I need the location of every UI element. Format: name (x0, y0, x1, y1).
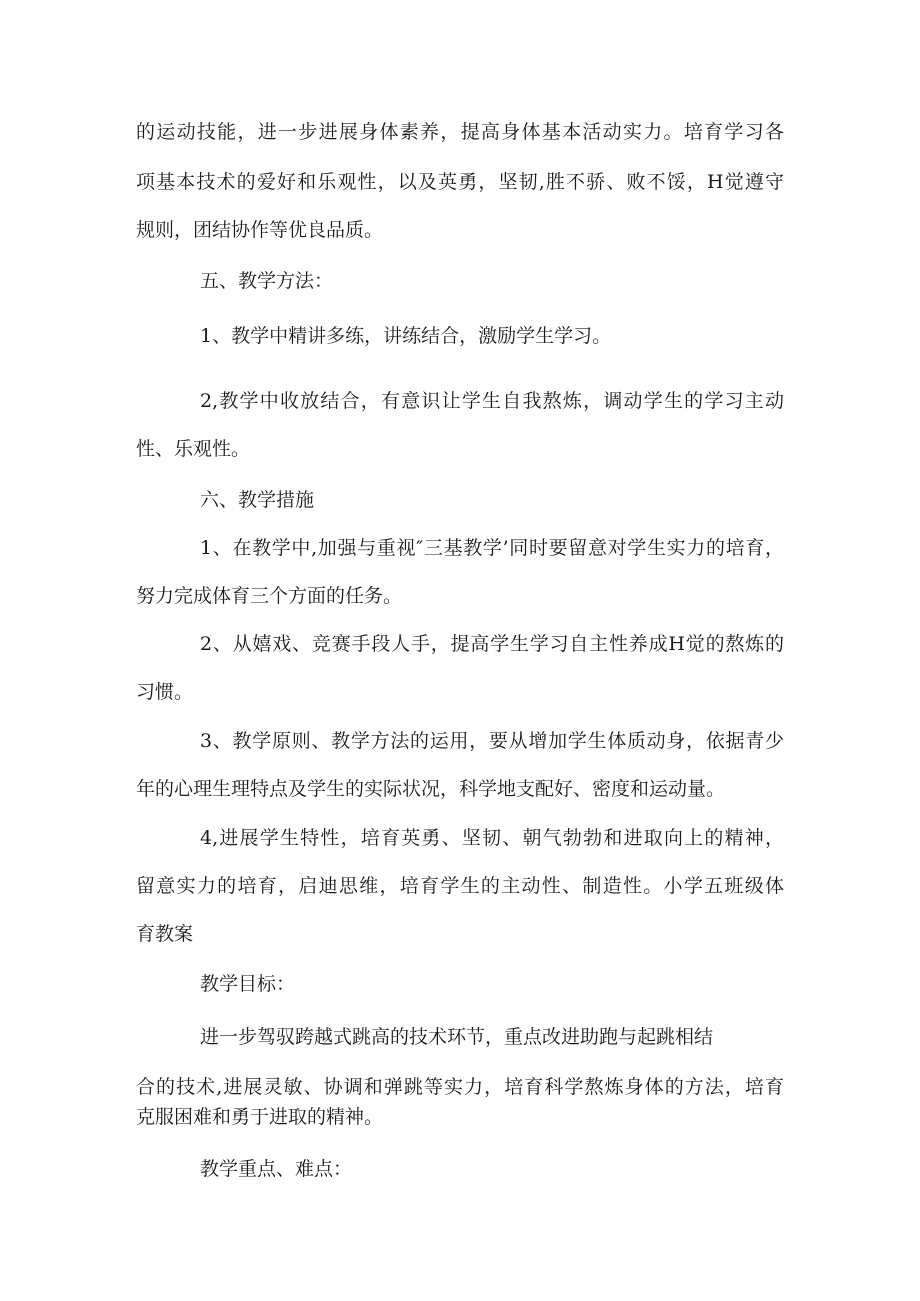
paragraph-line: 留意实力的培育，启迪思维，培育学生的主动性、制造性。小学五班级体 (136, 875, 784, 897)
paragraph-line: 规则，团结协作等优良品质。 (136, 219, 384, 241)
paragraph-line: 项基本技术的爱好和乐观性，以及英勇，坚韧,胜不骄、败不馁，H觉遵守 (136, 171, 784, 193)
paragraph-line: 4,进展学生特性，培育英勇、坚韧、朝气勃勃和进取向上的精神， (200, 827, 784, 849)
section-heading: 六、教学措施 (200, 489, 315, 511)
paragraph-line: 育教案 (136, 923, 194, 945)
section-heading: 五、教学方法： (200, 270, 334, 292)
paragraph-line: 性、乐观性。 (136, 438, 251, 460)
section-heading: 教学目标： (200, 973, 296, 995)
paragraph-line: 的运动技能，进一步进展身体素养，提高身体基本活动实力。培育学习各 (136, 121, 784, 143)
paragraph-line: 努力完成体育三个方面的任务。 (136, 585, 403, 607)
paragraph-line: 2,教学中收放结合，有意识让学生自我熬炼，调动学生的学习主动 (200, 390, 784, 412)
paragraph-line: 1、在教学中,加强与重视″三基教学’同时要留意对学生实力的培育， (200, 537, 784, 559)
paragraph-line: 合的技术,进展灵敏、协调和弹跳等实力，培育科学熬炼身体的方法，培育 (136, 1076, 784, 1098)
paragraph-line: 2、从嬉戏、竞赛手段人手，提高学生学习自主性养成H觉的熬炼的 (200, 633, 784, 655)
paragraph-line: 习惯。 (136, 681, 194, 703)
paragraph-line: 克服困难和勇于进取的精神。 (136, 1106, 384, 1128)
paragraph-line: 进一步驾驭跨越式跳高的技术环节，重点改进助跑与起跳相结 (200, 1026, 714, 1048)
paragraph-line: 1、教学中精讲多练，讲练结合，激励学生学习。 (200, 325, 612, 347)
paragraph-line: 3、教学原则、教学方法的运用，要从增加学生体质动身，依据青少 (200, 730, 784, 752)
section-heading: 教学重点、难点： (200, 1158, 353, 1180)
paragraph-line: 年的心理生理特点及学生的实际状况，科学地支配好、密度和运动量。 (136, 778, 726, 800)
